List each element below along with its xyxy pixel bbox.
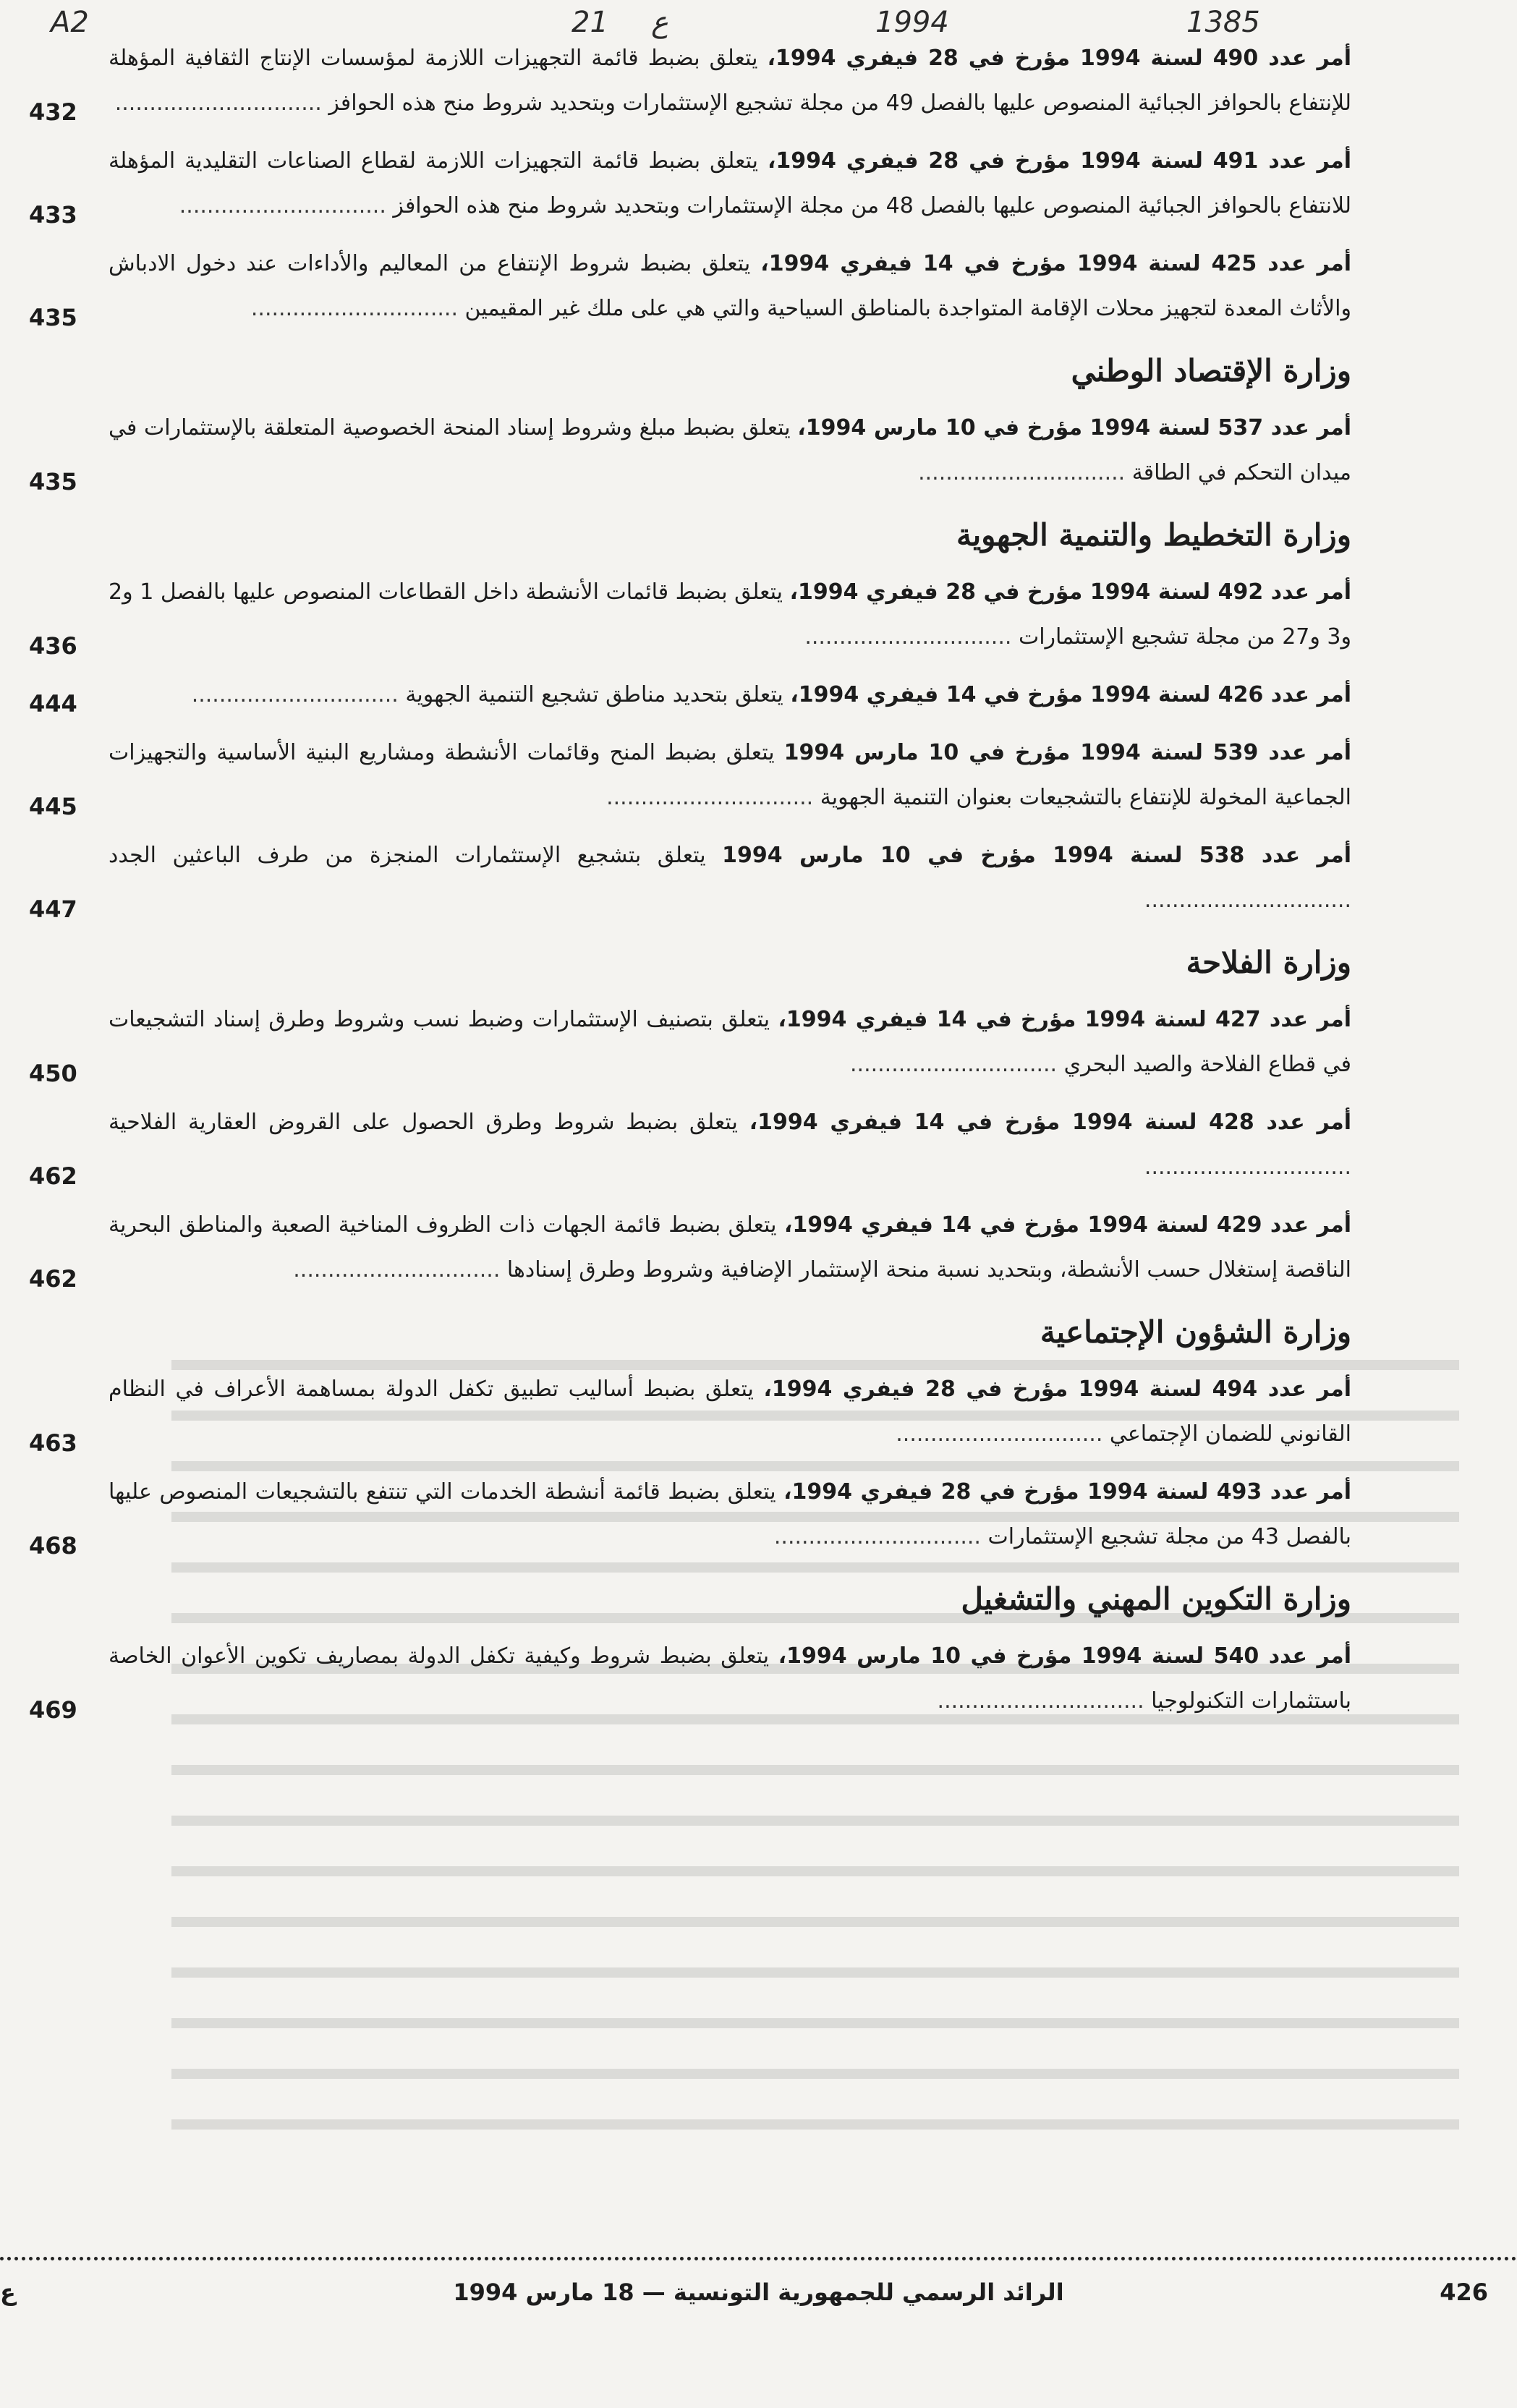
entry-text — [109, 731, 1351, 820]
leader-dots: .............................. — [606, 785, 820, 810]
entry-page-number: 436 — [29, 632, 77, 660]
section-title: وزارة الإقتصاد الوطني — [1071, 353, 1351, 388]
leader-dots: .............................. — [250, 296, 465, 321]
entry-page-number: 435 — [29, 304, 77, 331]
entry-page-number: 435 — [29, 468, 77, 495]
toc-entry — [29, 1100, 1352, 1190]
toc-entry — [29, 731, 1351, 820]
entry-page-number: 445 — [29, 793, 77, 820]
decree-description: يتعلق بضبط قائمة التجهيزات اللازمة لقطاع الصناعات التقليدية المؤهلة للانتفاع بالحوافز الجبائية المنصوص عليها بالفصل 48 من مجلة الإستثمارات وبتحديد شروط منح هذه الحوافز — [109, 148, 1351, 218]
entry-page-number: 469 — [29, 1696, 77, 1724]
toc-entry — [29, 1470, 1351, 1560]
leader-dots: .............................. — [804, 624, 1019, 650]
section-title: وزارة التكوين المهني والتشغيل — [961, 1581, 1351, 1617]
entry-text — [109, 36, 1351, 126]
handwritten-note: ع — [651, 6, 668, 39]
leader-dots: .............................. — [191, 682, 406, 707]
footer-title: الرائد الرسمي للجمهورية التونسية — 18 مارس 1994 — [453, 2279, 1064, 2306]
leader-dots: .............................. — [293, 1257, 507, 1282]
entry-page-number: 450 — [29, 1060, 77, 1087]
toc-entry — [29, 36, 1351, 126]
leader-dots: .............................. — [1144, 888, 1351, 913]
decree-reference: أمر عدد 425 لسنة 1994 مؤرخ في 14 فيفري 1994، — [760, 251, 1352, 276]
entry-text — [109, 1100, 1351, 1190]
leader-dots: .............................. — [850, 1052, 1064, 1077]
toc-entry — [29, 139, 1351, 229]
entry-text — [109, 139, 1351, 229]
handwritten-note: A2 — [51, 6, 89, 39]
footer-edge-mark: ع — [0, 2279, 16, 2306]
decree-description: يتعلق بضبط قائمة التجهيزات اللازمة لمؤسسات الإنتاج الثقافية المؤهلة للإنتفاع بالحوافز الجبائية المنصوص عليها بالفصل 49 من مجلة تشجيع الإستثمارات وبتحديد شروط منح هذه الحوافز — [109, 46, 1351, 116]
toc-entry — [29, 242, 1352, 331]
decree-description: يتعلق بضبط مبلغ وشروط إسناد المنحة الخصوصية المتعلقة بالإستثمارات في ميدان التحكم في الطاقة — [109, 415, 1351, 485]
footer-page-number: 426 — [1440, 2279, 1488, 2306]
toc-entry — [29, 673, 1351, 718]
decree-description: يتعلق بتحديد مناطق تشجيع التنمية الجهوية — [405, 682, 783, 707]
entry-page-number: 462 — [29, 1265, 77, 1293]
toc-entry — [29, 570, 1351, 660]
decree-reference: أمر عدد 493 لسنة 1994 مؤرخ في 28 فيفري 1994، — [783, 1479, 1351, 1505]
entry-page-number: 462 — [29, 1162, 77, 1190]
entry-page-number: 463 — [29, 1429, 77, 1457]
handwritten-note: 21 — [571, 6, 608, 39]
entry-text — [109, 1367, 1351, 1457]
entry-text — [109, 833, 1351, 923]
leader-dots: .............................. — [937, 1688, 1152, 1714]
entry-text — [109, 570, 1351, 660]
toc-entry — [29, 833, 1351, 923]
toc-entry — [29, 1634, 1351, 1724]
toc-entry — [29, 1367, 1351, 1457]
decree-description: يتعلق بضبط أساليب تطبيق تكفل الدولة بمساهمة الأعراف في النظام القانوني للضمان الإجتماعي — [109, 1377, 1351, 1447]
decree-description: يتعلق بتصنيف الإستثمارات وضبط نسب وشروط وطرق إسناد التشجيعات في قطاع الفلاحة والصيد البحري — [109, 1007, 1351, 1077]
leader-dots: .............................. — [896, 1421, 1110, 1447]
decree-reference: أمر عدد 537 لسنة 1994 مؤرخ في 10 مارس 1994، — [797, 415, 1351, 441]
decree-description: يتعلق بتشجيع الإستثمارات المنجزة من طرف الباعثين الجدد — [109, 843, 706, 868]
decree-reference: أمر عدد 426 لسنة 1994 مؤرخ في 14 فيفري 1994، — [790, 682, 1351, 707]
section-title: وزارة التخطيط والتنمية الجهوية — [956, 517, 1351, 553]
decree-description: يتعلق بضبط شروط وطرق الحصول على القروض العقارية الفلاحية — [109, 1110, 738, 1135]
leader-dots: .............................. — [1144, 1154, 1351, 1180]
footer-divider — [0, 2257, 1517, 2269]
entry-page-number: 447 — [29, 895, 77, 923]
toc-entry — [29, 406, 1351, 495]
decree-reference: أمر عدد 540 لسنة 1994 مؤرخ في 10 مارس 1994، — [778, 1643, 1351, 1669]
entry-text — [109, 1203, 1351, 1293]
decree-description: يتعلق بضبط شروط وكيفية تكفل الدولة بمصاريف تكوين الأعوان الخاصة باستثمارات التكنولوجيا — [109, 1643, 1351, 1714]
entry-page-number: 468 — [29, 1532, 77, 1560]
leader-dots: .............................. — [773, 1524, 988, 1549]
decree-description: يتعلق بضبط المنح وقائمات الأنشطة ومشاريع البنية الأساسية والتجهيزات الجماعية المخولة للإنتفاع بالتشجيعات بعنوان التنمية الجهوية — [109, 740, 1351, 810]
decree-reference: أمر عدد 428 لسنة 1994 مؤرخ في 14 فيفري 1994، — [749, 1110, 1352, 1135]
decree-reference: أمر عدد 539 لسنة 1994 مؤرخ في 10 مارس 1994 — [783, 740, 1351, 765]
decree-reference: أمر عدد 491 لسنة 1994 مؤرخ في 28 فيفري 1994، — [768, 148, 1351, 174]
decree-description: يتعلق بضبط قائمة أنشطة الخدمات التي تنتفع بالتشجيعات المنصوص عليها بالفصل 43 من مجلة تشجيع الإستثمارات — [109, 1479, 1351, 1549]
section-title: وزارة الفلاحة — [1186, 945, 1351, 980]
table-of-contents — [29, 36, 1352, 1737]
entry-page-number: 433 — [29, 201, 77, 229]
section-title: وزارة الشؤون الإجتماعية — [1040, 1314, 1351, 1350]
toc-entry — [29, 997, 1351, 1087]
entry-text — [109, 406, 1351, 495]
decree-reference: أمر عدد 492 لسنة 1994 مؤرخ في 28 فيفري 1994، — [789, 579, 1351, 605]
decree-description: يتعلق بضبط شروط الإنتفاع من المعاليم والأداءات عند دخول الادباش والأثاث المعدة لتجهيز محلات الإقامة المتواجدة بالمناطق السياحية والتي هي على ملك غير المقيمين — [109, 251, 1351, 321]
decree-reference: أمر عدد 494 لسنة 1994 مؤرخ في 28 فيفري 1994، — [763, 1377, 1351, 1402]
leader-dots: .............................. — [114, 90, 329, 116]
decree-reference: أمر عدد 490 لسنة 1994 مؤرخ في 28 فيفري 1994، — [767, 46, 1351, 71]
decree-reference: أمر عدد 429 لسنة 1994 مؤرخ في 14 فيفري 1994، — [783, 1212, 1351, 1238]
decree-description: يتعلق بضبط قائمات الأنشطة داخل القطاعات المنصوص عليها بالفصل 1 و2 و3 و27 من مجلة تشجيع الإستثمارات — [109, 579, 1351, 650]
decree-reference: أمر عدد 538 لسنة 1994 مؤرخ في 10 مارس 1994 — [722, 843, 1351, 868]
entry-text — [109, 1470, 1351, 1560]
entry-page-number: 432 — [29, 98, 77, 126]
handwritten-note: 1385 — [1186, 6, 1260, 39]
decree-description: يتعلق بضبط قائمة الجهات ذات الظروف المناخية الصعبة والمناطق البحرية الناقصة إستغلال حسب الأنشطة، وبتحديد نسبة منحة الإستثمار الإضافية وشروط وطرق إسنادها — [109, 1212, 1351, 1282]
handwritten-note: 1994 — [875, 6, 949, 39]
toc-entry — [29, 1203, 1351, 1293]
entry-text — [109, 673, 1351, 718]
leader-dots: .............................. — [179, 193, 394, 218]
decree-reference: أمر عدد 427 لسنة 1994 مؤرخ في 14 فيفري 1994، — [778, 1007, 1351, 1032]
entry-text — [109, 1634, 1351, 1724]
entry-page-number: 444 — [29, 690, 77, 718]
leader-dots: .............................. — [918, 460, 1132, 485]
entry-text — [109, 997, 1351, 1087]
page-footer — [0, 2279, 1517, 2322]
entry-text — [109, 242, 1351, 331]
